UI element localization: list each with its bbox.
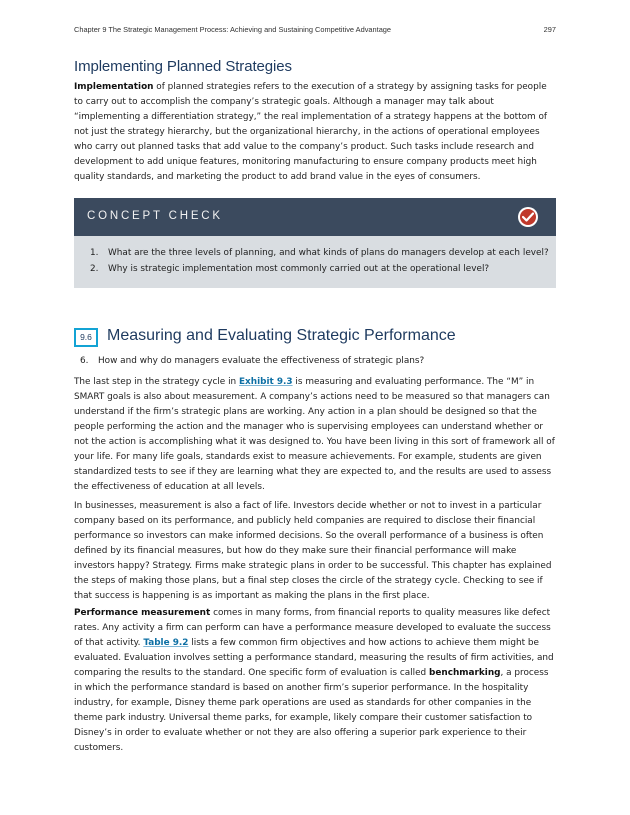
term-benchmarking: benchmarking <box>429 668 501 678</box>
item-number: 1. <box>90 248 99 258</box>
measurement-paragraph-3 <box>74 606 558 756</box>
learning-objective <box>80 356 424 366</box>
chapter-title: Chapter 9 The Strategic Management Process: Achieving and Sustaining Competitive Advantage <box>74 25 392 34</box>
section-title: Measuring and Evaluating Strategic Performance <box>107 327 456 344</box>
item-text: What are the three levels of planning, and what kinds of plans do managers develop at each level? <box>108 248 549 258</box>
concept-check-header <box>74 198 556 236</box>
concept-check-title: CONCEPT CHECK <box>87 210 223 222</box>
measurement-paragraph-2 <box>74 499 558 604</box>
objective-text: How and why do managers evaluate the effectiveness of strategic plans? <box>98 356 425 366</box>
section-number-badge: 9.6 <box>74 328 98 347</box>
concept-check-body <box>74 236 556 288</box>
table-link[interactable]: Table 9.2 <box>143 638 189 648</box>
running-header <box>74 25 556 34</box>
objective-number: 6. <box>80 356 89 366</box>
concept-check-item <box>90 245 549 261</box>
page-number: 297 <box>543 25 556 34</box>
implementing-paragraph <box>74 80 558 185</box>
p1-text-b: is measuring and evaluating performance. The “M” in SMART goals is also about measurement. A company’s actions need to be measured so that managers can understand if the firm’s strategic plans are working. Any action in a plan should be designed so that the people performing the action and the manager who is supervising employees can understand whether or not the action is accomplishing what it was designed to. You have been living in this sort of framework all of your life. For many life goals, standards exist to measure achievements. For example, students are given standardized tests to see if they are learning what they are expected to, and the results are used to assess the effectiveness of education at all levels. <box>74 377 555 492</box>
item-text: Why is strategic implementation most commonly carried out at the operational level? <box>108 264 490 274</box>
implementing-body: of planned strategies refers to the execution of a strategy by assigning tasks for people to carry out to accomplish the company’s strategic goals. Although a manager may talk about “implementing a differentiation strategy,” the real implementation of a strategy happens at the bottom of not just the strategy hierarchy, but the organizational hierarchy, in the actions of operational employees who carry out planned tasks that add value to the company’s product. Such tasks include research and development to add unique features, monitoring manufacturing to ensure company products meet high quality standards, and marketing the product to add brand value in the eyes of consumers. <box>74 82 548 182</box>
p2-text: In businesses, measurement is also a fact of life. Investors decide whether or not to invest in a particular company based on its performance, and publicly held companies are required to disclose their financial performance so investors can make informed decisions. So the overall performance of a business is often defined by its financial measures, but how do they make sure their financial performance will make investors happy? Strategy. Firms make strategic plans in order to be successful. This chapter has explained the steps of making those plans, but a final step closes the circle of the strategy cycle. Checking to see if that success is happening is as important as making the plans in the first place. <box>74 501 552 601</box>
exhibit-link[interactable]: Exhibit 9.3 <box>238 377 293 387</box>
p3-text-c: , a process in which the performance standard is based on another firm’s superior performance. In the hospitality industry, for example, Disney theme park operations are used as standards for other companies in the theme park industry. Universal theme parks, for example, likely compare their customer satisfaction to Disney’s in order to evaluate whether or not they are also offering a superior park experience to their customers. <box>74 668 549 753</box>
item-number: 2. <box>90 264 99 274</box>
term-performance-measurement: Performance measurement <box>74 608 211 618</box>
p3-text-b: lists a few common firm objectives and how actions to achieve them might be evaluated. Evaluation involves setting a performance standard, measuring the results of firm activities, and comparing the results to the standard. One specific form of evaluation is called <box>74 638 554 678</box>
section-heading-implementing: Implementing Planned Strategies <box>74 58 292 75</box>
concept-check-list <box>90 245 549 277</box>
p3-text-a: comes in many forms, from financial reports to quality measures like defect rates. Any activity a firm can perform can have a performance measure developed to evaluate the success of that activity. <box>74 608 551 648</box>
check-circle-icon <box>518 207 538 227</box>
measurement-paragraph-1 <box>74 375 558 495</box>
concept-check-item <box>90 261 549 277</box>
p1-text-a: The last step in the strategy cycle in <box>74 377 239 387</box>
term-implementation: Implementation <box>74 82 154 92</box>
